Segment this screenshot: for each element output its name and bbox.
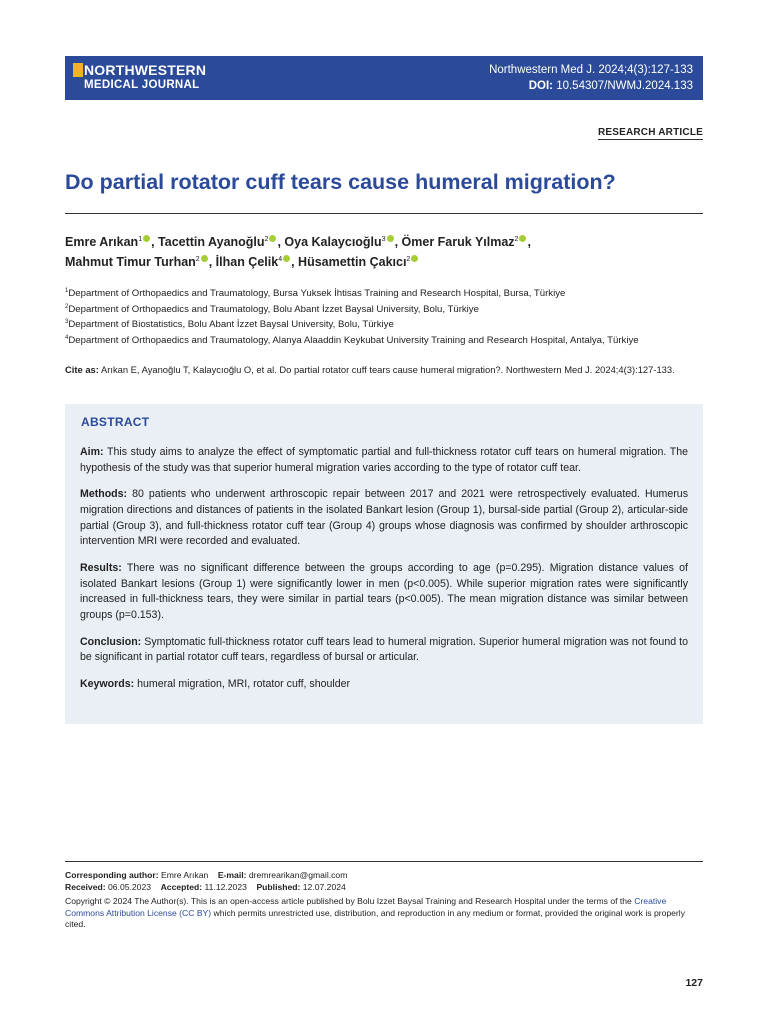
orcid-icon[interactable]	[143, 235, 150, 242]
email-label: E-mail:	[217, 870, 247, 880]
orcid-icon[interactable]	[519, 235, 526, 242]
affiliation-item	[65, 285, 705, 301]
received-label: Received:	[65, 881, 106, 892]
abstract-results	[80, 561, 688, 623]
abstract-conclusion	[80, 635, 688, 666]
author-name: Tacettin Ayanoğlu	[158, 235, 265, 250]
affiliation-number: 1	[65, 288, 69, 294]
orcid-icon[interactable]	[201, 255, 208, 262]
author-name: Emre Arıkan	[65, 235, 139, 250]
methods-label: Methods:	[80, 488, 128, 501]
affiliation-text: Department of Orthopaedics and Traumatology, Bolu Abant İzzet Baysal University, Bolu, Türkiye	[68, 303, 479, 315]
affiliation-item	[65, 301, 705, 317]
copyright-text: Copyright © 2024 The Author(s). This is an open-access article published by Bolu Izzet Baysal Training and Research Hospital under the terms of the	[65, 896, 635, 907]
journal-header-band	[65, 56, 703, 100]
affiliation-ref: 2	[195, 256, 200, 264]
affiliation-ref: 4	[278, 256, 283, 264]
affiliation-ref: 3	[381, 236, 386, 243]
author-name: Oya Kalaycıoğlu	[284, 235, 382, 250]
methods-text: 80 patients who underwent arthroscopic repair between 2017 and 2021 were retrospectively evaluated. Humerus migration directions and distances of patients in the isolated Bankart lesion (Group 1), bursal-side partial (Group 2), articular-side partial (Group 3), and full-thickness rotator cuff tear (Group 4) groups whose diagnosis was confirmed by shoulder arthroscopic intervention MRI were recorded and evaluated.	[80, 488, 688, 548]
article-title: Do partial rotator cuff tears cause humeral migration?	[65, 170, 616, 194]
abstract-box	[65, 404, 703, 724]
logo-line1: NORTHWESTERN	[84, 62, 207, 78]
published-label: Published:	[256, 881, 301, 892]
author-name: İlhan Çelik	[215, 255, 279, 270]
orcid-icon[interactable]	[387, 235, 394, 242]
article-type: RESEARCH ARTICLE	[597, 127, 703, 138]
doi-label: DOI:	[528, 80, 553, 92]
affiliation-ref: 2	[264, 236, 269, 243]
abstract-aim	[80, 445, 688, 476]
affiliation-number: 2	[65, 303, 69, 310]
logo-line2: MEDICAL JOURNAL	[84, 79, 200, 91]
author-list: Emre Arıkan$^1$ , Tacettin Ayanoğlu$^2$ , Oya Kalaycıoğlu$^3$ , Ömer Faruk Yılmaz$^2$ , Mahmut Timur Turhan$^2$ , İlhan Çelik$^4$ , Hüsamettin Çakıcı$^2$	[65, 235, 531, 270]
conclusion-label: Conclusion:	[80, 635, 142, 648]
corresponding-name: Emre Arıkan	[158, 870, 209, 880]
doi-value[interactable]: 10.54307/NWMJ.2024.133	[556, 80, 693, 92]
received-date: 06.05.2023	[105, 881, 152, 892]
email-link[interactable]: dremrearikan@gmail.com	[246, 870, 348, 880]
logo-mark-icon	[73, 63, 83, 77]
affiliation-ref: 2	[406, 256, 411, 264]
affiliation-item	[65, 316, 705, 332]
cite-as	[65, 364, 705, 375]
cite-label: Cite as:	[65, 364, 99, 375]
orcid-icon[interactable]	[269, 235, 276, 242]
affiliation-text: Department of Biostatistics, Bolu Abant İzzet Baysal University, Bolu, Türkiye	[68, 319, 394, 331]
keywords-text: humeral migration, MRI, rotator cuff, shoulder	[134, 677, 351, 690]
correspondence-line	[65, 870, 705, 882]
author-name: Hüsamettin Çakıcı	[298, 255, 407, 270]
author-name: Ömer Faruk Yılmaz	[401, 235, 515, 250]
corresponding-label: Corresponding author:	[65, 870, 159, 880]
doi-line	[489, 78, 693, 94]
copyright-text-end: which permits unrestricted use, distribution, and reproduction in any medium or format, provided the original work is properly cited.	[65, 907, 685, 930]
aim-text: This study aims to analyze the effect of symptomatic partial and full-thickness rotator cuff tears on humeral migration. The hypothesis of the study was that superior humeral migration varies according to the type of rotator cuff tear.	[80, 446, 688, 474]
accepted-label: Accepted:	[160, 881, 203, 892]
copyright-notice	[65, 896, 705, 931]
affiliation-item	[65, 332, 705, 348]
affiliation-ref: 2	[514, 236, 519, 243]
keywords-label: Keywords:	[80, 677, 135, 690]
abstract-methods	[80, 487, 688, 549]
affiliation-list	[65, 285, 705, 348]
accepted-date: 11.12.2023	[202, 881, 247, 892]
page-number: 127	[685, 977, 703, 989]
aim-label: Aim:	[80, 446, 104, 458]
dates-line	[65, 882, 705, 894]
abstract-body	[80, 445, 688, 704]
journal-logo	[73, 63, 206, 92]
abstract-heading: ABSTRACT	[81, 415, 150, 429]
conclusion-text: Symptomatic full-thickness rotator cuff tears lead to humeral migration. Superior humeral migration was not found to be significant in partial rotator cuff tears, regardless of bursal or articular.	[80, 635, 688, 664]
affiliation-ref: 1	[138, 236, 143, 243]
author-name: Mahmut Timur Turhan	[65, 255, 196, 270]
affiliation-text: Department of Orthopaedics and Traumatology, Alanya Alaaddin Keykubat University Training and Research Hospital, Antalya, Türkiye	[68, 335, 639, 347]
affiliation-number: 4	[65, 335, 69, 342]
footer-divider	[65, 861, 703, 862]
article-footer	[65, 870, 705, 931]
orcid-icon[interactable]	[411, 255, 418, 262]
affiliation-text: Department of Orthopaedics and Traumatology, Bursa Yuksek İhtisas Training and Research Hospital, Bursa, Türkiye	[68, 288, 566, 300]
license-link[interactable]: Creative Commons Attribution License (CC BY)	[65, 896, 667, 918]
abstract-keywords	[80, 677, 688, 693]
results-label: Results:	[80, 561, 122, 574]
journal-citation: Northwestern Med J. 2024;4(3):127-133	[489, 64, 693, 76]
header-citation-block	[489, 62, 693, 94]
affiliation-number: 3	[65, 319, 69, 326]
published-date: 12.07.2024	[300, 881, 346, 892]
cite-text: Arıkan E, Ayanoğlu T, Kalaycıoğlu O, et al. Do partial rotator cuff tears cause humeral migration?. Northwestern Med J. 2024;4(3):127-133.	[98, 364, 675, 375]
orcid-icon[interactable]	[283, 255, 290, 262]
results-text: There was no significant difference between the groups according to age (p=0.295). Migration distance values of isolated Bankart lesions (Group 1) were significantly lower in men (p<0.005). While superior migration rates were significantly increased in full-thickness tears, they were similar in partial tears (p<0.005). The mean migration distance was similar between groups (p=0.153).	[80, 561, 688, 621]
title-divider	[65, 213, 703, 214]
